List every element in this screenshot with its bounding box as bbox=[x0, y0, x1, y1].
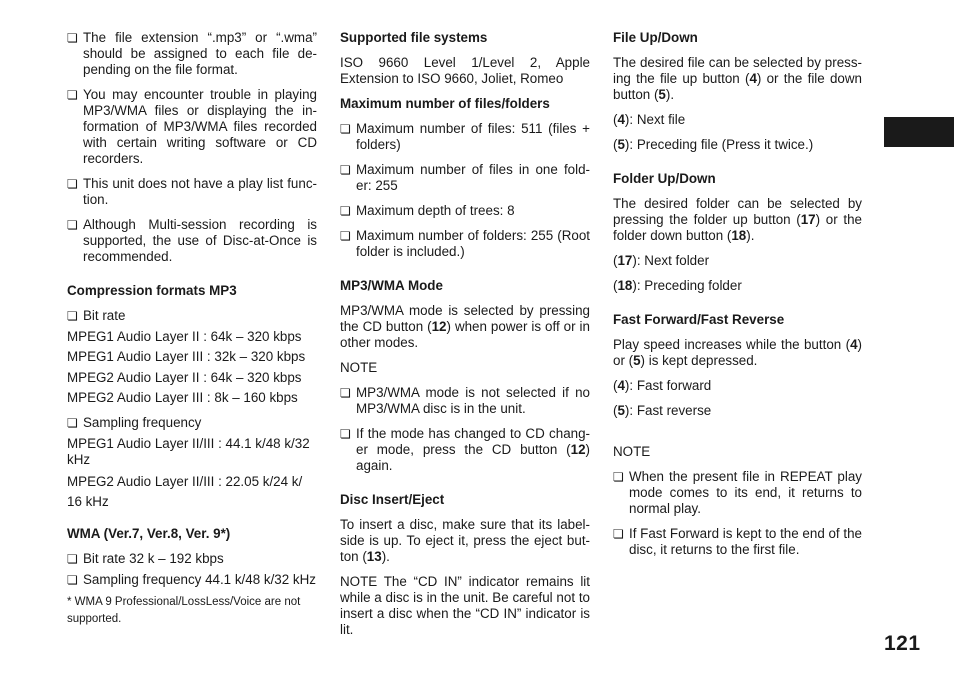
wma-heading: WMA (Ver.7, Ver.8, Ver. 9*) bbox=[67, 525, 231, 541]
list-item: ❏ Sampling frequency 44.1 k/48 k/32 kHz bbox=[67, 572, 317, 588]
spec-line: MPEG1 Audio Layer II : 64k – 320 kbps bbox=[67, 328, 302, 344]
file-updown-heading: File Up/Down bbox=[613, 30, 698, 45]
file-updown-text: The desired file can be selected by press-ing the file up button (4) or the file down button (5). bbox=[613, 55, 862, 102]
bitrate-label: ❏ Bit rate bbox=[67, 308, 317, 324]
list-item: ❏ Although Multi-session recording is supported, the use of Disc-at-Once is recommended. bbox=[67, 217, 317, 265]
folder-prev-line: (18): Preceding folder bbox=[613, 278, 742, 293]
disc-heading: Disc Insert/Eject bbox=[340, 492, 445, 507]
file-prev-line: (5): Preceding file (Press it twice.) bbox=[613, 137, 814, 152]
list-item: ❏ Maximum number of folders: 255 (Root folder is included.) bbox=[340, 228, 590, 260]
list-item: ❏ You may encounter trouble in playing MP3/WMA files or displaying the in-formation of MP3/WMA files recorded with certain writing software or CD recorders. bbox=[67, 87, 317, 167]
list-item: ❏ Maximum number of files in one fold-er: 255 bbox=[340, 162, 590, 194]
note-label: NOTE bbox=[613, 444, 651, 459]
spec-line: MPEG1 Audio Layer II/III : 44.1 k/48 k/32 kHz bbox=[67, 435, 310, 467]
column-3 bbox=[613, 30, 862, 567]
spec-line: MPEG2 Audio Layer II/III : 22.05 k/24 k/ 16 kHz bbox=[67, 474, 303, 509]
list-item: ❏ Maximum depth of trees: 8 bbox=[340, 203, 590, 219]
list-item: ❏ When the present file in REPEAT play mode comes to its end, it returns to normal play. bbox=[613, 469, 862, 517]
list-item: ❏ Bit rate 32 k – 192 kbps bbox=[67, 551, 317, 567]
section-tab-marker bbox=[884, 117, 954, 147]
file-next-line: (4): Next file bbox=[613, 112, 686, 127]
file-systems-text: ISO 9660 Level 1/Level 2, Apple Extension to ISO 9660, Joliet, Romeo bbox=[340, 55, 590, 86]
column-2 bbox=[340, 30, 590, 647]
compression-heading: Compression formats MP3 bbox=[67, 283, 237, 298]
fast-forward-text: Play speed increases while the button (4) or (5) is kept depressed. bbox=[613, 337, 862, 368]
spec-line: MPEG2 Audio Layer II : 64k – 320 kbps bbox=[67, 369, 302, 385]
mode-heading: MP3/WMA Mode bbox=[340, 278, 443, 293]
max-files-heading: Maximum number of files/folders bbox=[340, 96, 550, 111]
fast-reverse-line: (5): Fast reverse bbox=[613, 403, 712, 418]
folder-updown-heading: Folder Up/Down bbox=[613, 171, 716, 186]
list-item: ❏ Maximum number of files: 511 (files + folders) bbox=[340, 121, 590, 153]
list-item: ❏ This unit does not have a play list func-tion. bbox=[67, 176, 317, 208]
column-1 bbox=[67, 30, 317, 628]
folder-next-line: (17): Next folder bbox=[613, 253, 710, 268]
folder-updown-text: The desired folder can be selected by pressing the folder up button (17) or the folder down button (18). bbox=[613, 196, 862, 243]
fast-forward-line: (4): Fast forward bbox=[613, 378, 712, 393]
disc-text: To insert a disc, make sure that its label-side is up. To eject it, press the eject but-ton (13). bbox=[340, 517, 590, 564]
note-label: NOTE bbox=[340, 360, 378, 375]
spec-line: MPEG2 Audio Layer III : 8k – 160 kbps bbox=[67, 390, 298, 405]
list-item: ❏ If Fast Forward is kept to the end of the disc, it returns to the first file. bbox=[613, 526, 862, 558]
list-item: ❏ MP3/WMA mode is not selected if no MP3/WMA disc is in the unit. bbox=[340, 385, 590, 417]
footnote: * WMA 9 Professional/LossLess/Voice are not supported. bbox=[67, 595, 301, 625]
mode-text: MP3/WMA mode is selected by pressing the CD button (12) when power is off or in other modes. bbox=[340, 303, 590, 350]
disc-note: NOTE The “CD IN” indicator remains lit while a disc is in the unit. Be careful not to insert a disc when the “CD IN” indicator is lit. bbox=[340, 574, 590, 637]
page-number: 121 bbox=[884, 632, 921, 655]
file-systems-heading: Supported file systems bbox=[340, 30, 488, 45]
sampling-label: ❏ Sampling frequency bbox=[67, 415, 317, 431]
spec-line: MPEG1 Audio Layer III : 32k – 320 kbps bbox=[67, 349, 306, 364]
fast-forward-heading: Fast Forward/Fast Reverse bbox=[613, 312, 785, 327]
list-item: ❏ The file extension “.mp3” or “.wma” should be assigned to each file de-pending on the file format. bbox=[67, 30, 317, 78]
list-item: ❏ If the mode has changed to CD chang-er mode, press the CD button (12) again. bbox=[340, 426, 590, 474]
